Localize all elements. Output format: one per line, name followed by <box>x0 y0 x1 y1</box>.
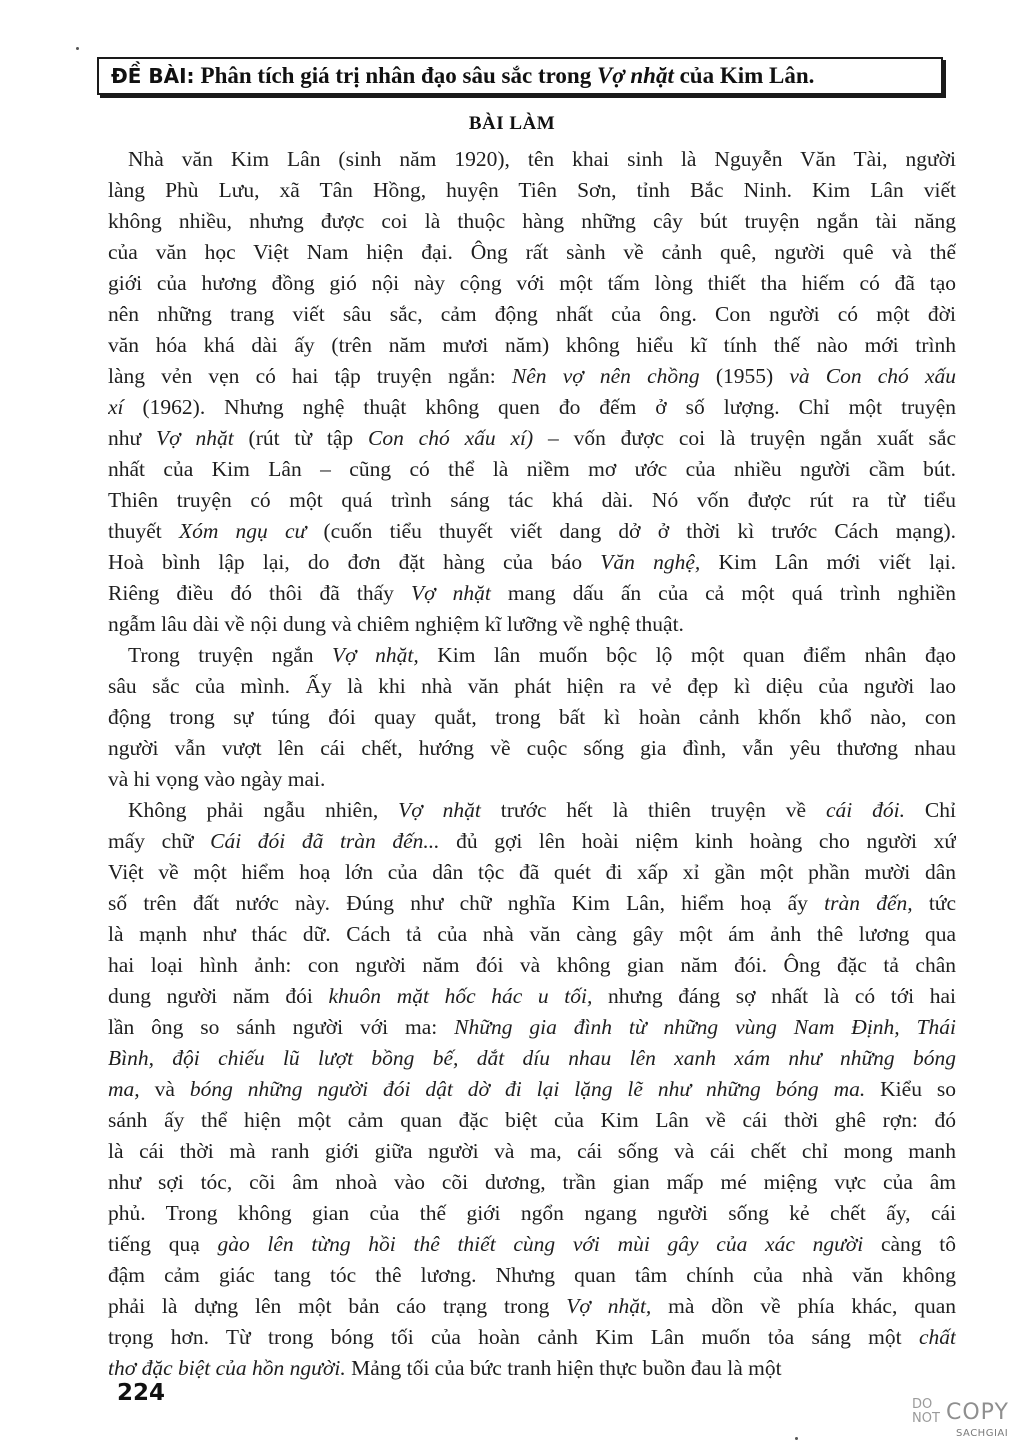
assignment-work-title: Vợ nhặt <box>596 63 674 88</box>
italic-text: cái đói. <box>825 798 905 822</box>
text-line <box>108 547 956 578</box>
text-run: thuyết <box>108 519 179 543</box>
text-run: Mảng tối của bức tranh hiện thực buồn đau là một <box>345 1356 782 1380</box>
text-run: mấy chữ <box>108 829 211 853</box>
assignment-text-before: Phân tích giá trị nhân đạo sâu sắc trong <box>200 63 592 88</box>
text-run: như <box>108 426 156 450</box>
text-run: mà dồn về phía khác, quan <box>651 1294 956 1318</box>
text-run: là mạnh như thác dữ. Cách tả của nhà văn càng gây một ám ảnh thê lương qua <box>108 922 956 946</box>
italic-text: Cái đói đã tràn đến... <box>210 829 440 853</box>
watermark <box>912 1398 1012 1442</box>
text-run: như sợi tóc, cõi âm nhoà vào cõi dương, trần gian mấp mé miệng vực của âm <box>108 1170 956 1194</box>
text-run: Chỉ <box>904 798 956 822</box>
text-line <box>108 764 956 795</box>
text-run: Nhà văn Kim Lân (sinh năm 1920), tên khai sinh là Nguyễn Văn Tài, người <box>128 147 956 171</box>
italic-text: khuôn mặt hốc hác u tối, <box>328 984 593 1008</box>
text-run: làng Phù Lưu, xã Tân Hồng, huyện Tiên Sơn, tỉnh Bắc Ninh. Kim Lân viết <box>108 178 956 202</box>
italic-text: Bình, đội chiếu lũ lượt bồng bế, dắt díu nhau lên xanh xám như những bóng <box>108 1046 956 1070</box>
text-line <box>108 175 956 206</box>
text-run: đủ gợi lên hoài niệm kinh hoàng cho người xứ <box>439 829 956 853</box>
text-line <box>108 919 956 950</box>
text-run: số trên đất nước này. Đúng như chữ nghĩa Kim Lân, hiểm hoạ ấy <box>108 891 825 915</box>
italic-text: tràn đến, <box>824 891 913 915</box>
text-run: nhưng đáng sợ nhất là có tới hai <box>592 984 956 1008</box>
text-line <box>108 206 956 237</box>
text-run: ngẫm lâu dài về nội dung và chiêm nghiệm kĩ lưỡng về nghệ thuật. <box>108 612 684 636</box>
essay-body <box>108 144 956 1384</box>
text-run: làng vẻn vẹn có hai tập truyện ngắn: <box>108 364 512 388</box>
text-line <box>108 1043 956 1074</box>
text-line <box>108 1074 956 1105</box>
text-run: (cuốn tiểu thuyết viết dang dở ở thời kì trước Cách mạng). <box>306 519 956 543</box>
italic-text: Vợ nhặt <box>410 581 491 605</box>
scan-speck <box>795 1437 798 1440</box>
text-run: giới của hương đồng gió nội này cộng với một tấm lòng thiết tha hiếm có đã tạo <box>108 271 956 295</box>
text-run: Không phải ngẫu nhiên, <box>128 798 399 822</box>
text-line <box>108 671 956 702</box>
text-run: lần ông so sánh người với ma: <box>108 1015 455 1039</box>
text-line <box>108 361 956 392</box>
italic-text: Những gia đình từ những vùng Nam Định, Thái <box>454 1015 956 1039</box>
text-line <box>108 485 956 516</box>
text-run: Thiên truyện có một quá trình sáng tác khá dài. Nó vốn được rút ra từ tiểu <box>108 488 956 512</box>
text-line <box>108 888 956 919</box>
italic-text: Con chó xấu xí) <box>368 426 534 450</box>
italic-text: chất <box>918 1325 956 1349</box>
italic-text: Vợ nhặt <box>156 426 234 450</box>
scan-speck <box>76 47 79 50</box>
italic-text: Vợ nhặt, <box>332 643 419 667</box>
text-run: hai loại hình ảnh: con người năm đói và không gian năm đói. Ông đặc tả chân <box>108 953 956 977</box>
text-line <box>108 454 956 485</box>
text-run: mang dấu ấn của cả một quá trình nghiền <box>490 581 956 605</box>
text-line <box>108 950 956 981</box>
text-line <box>108 640 956 671</box>
text-line <box>108 981 956 1012</box>
text-run: động trong sự túng đói quay quắt, trong bất kì hoàn cảnh khốn khổ nào, con <box>108 705 956 729</box>
text-run: dung người năm đói <box>108 984 329 1008</box>
text-line <box>108 826 956 857</box>
page-number: 224 <box>117 1380 166 1406</box>
assignment-text-after: của Kim Lân. <box>679 63 815 88</box>
watermark-do: DO <box>912 1397 933 1412</box>
text-run: Việt về một hiểm hoạ lớn của dân tộc đã quét đi xấp xỉ gần một phần mười dân <box>108 860 956 884</box>
text-line <box>108 144 956 175</box>
text-run: trước hết là thiên truyện về <box>480 798 826 822</box>
text-line <box>108 392 956 423</box>
text-line <box>108 702 956 733</box>
text-run: nên những trang viết sâu sắc, cảm động nhất của ông. Con người có một đời <box>108 302 956 326</box>
text-line <box>108 299 956 330</box>
text-run: sâu sắc của mình. Ấy là khi nhà văn phát hiện ra vẻ đẹp kì diệu của người lao <box>108 674 956 698</box>
text-line <box>108 857 956 888</box>
italic-text: thơ đặc biệt của hồn người. <box>108 1356 346 1380</box>
text-run: không nhiều, nhưng được coi là thuộc hàng những cây bút truyện ngắn tài năng <box>108 209 956 233</box>
text-run: (1955) <box>699 364 790 388</box>
paragraph <box>108 795 956 1384</box>
text-line <box>108 1167 956 1198</box>
text-run: Riêng điều đó thôi đã thấy <box>108 581 411 605</box>
text-run: nhất của Kim Lân – cũng có thể là niềm mơ ước của nhiều người cầm bút. <box>108 457 956 481</box>
italic-text: bóng những người đói dật dờ đi lại lặng lẽ như những bóng ma. <box>189 1077 866 1101</box>
text-line <box>108 795 956 826</box>
italic-text: ma, <box>108 1077 140 1101</box>
text-run: là cái thời mà ranh giới giữa người và ma, cái sống và cái chết chỉ mong manh <box>108 1139 956 1163</box>
text-run: Kim lân muốn bộc lộ một quan điểm nhân đạo <box>418 643 956 667</box>
text-run: Kiểu so <box>865 1077 956 1101</box>
text-line <box>108 330 956 361</box>
text-run: và hi vọng vào ngày mai. <box>108 767 326 791</box>
paragraph <box>108 640 956 795</box>
assignment-label: ĐỀ BÀI: <box>111 64 195 88</box>
watermark-copy: COPY <box>946 1400 1009 1425</box>
text-line <box>108 733 956 764</box>
text-run: và <box>139 1077 190 1101</box>
assignment-title-box <box>97 57 943 95</box>
text-run: phải là dựng lên một bản cáo trạng trong <box>108 1294 567 1318</box>
text-run: tiếng quạ <box>108 1232 218 1256</box>
italic-text: xí <box>108 395 124 419</box>
italic-text: Nên vợ nên chồng <box>511 364 700 388</box>
text-line <box>108 1229 956 1260</box>
text-line <box>108 1198 956 1229</box>
text-line <box>108 423 956 454</box>
paragraph <box>108 144 956 640</box>
text-run: người vẫn vượt lên cái chết, hướng về cuộc sống gia đình, vẫn yêu thương nhau <box>108 736 956 760</box>
italic-text: Vợ nhặt <box>398 798 481 822</box>
text-run: của văn học Việt Nam hiện đại. Ông rất sành về cảnh quê, người quê và thế <box>108 240 956 264</box>
italic-text: gào lên từng hồi thê thiết cùng với mùi gây của xác người <box>217 1232 864 1256</box>
text-run: sánh ấy thể hiện một cảm quan đặc biệt của Kim Lân về cái thời ghê rợn: đó <box>108 1108 956 1132</box>
text-line <box>108 268 956 299</box>
text-run: Trong truyện ngắn <box>128 643 332 667</box>
watermark-site: SACHGIAI <box>956 1428 1009 1439</box>
text-line <box>108 516 956 547</box>
italic-text: và Con chó xấu <box>789 364 956 388</box>
text-run: – vốn được coi là truyện ngắn xuất sắc <box>533 426 956 450</box>
text-run: phủ. Trong không gian của thế giới ngổn ngang người sống kẻ chết ấy, cái <box>108 1201 956 1225</box>
text-run: Hoà bình lập lại, do đơn đặt hàng của báo <box>108 550 601 574</box>
italic-text: Xóm ngụ cư <box>178 519 307 543</box>
text-line <box>108 1136 956 1167</box>
italic-text: Văn nghệ, <box>600 550 701 574</box>
text-run: đậm cảm giác tang tóc thê lương. Nhưng quan tâm chính của nhà văn không <box>108 1263 956 1287</box>
text-run: trọng hơn. Từ trong bóng tối của hoàn cảnh Kim Lân muốn tỏa sáng một <box>108 1325 919 1349</box>
text-run: càng tô <box>863 1232 956 1256</box>
italic-text: Vợ nhặt, <box>566 1294 652 1318</box>
text-run: (1962). Nhưng nghệ thuật không quen đo đếm ở số lượng. Chỉ một truyện <box>123 395 956 419</box>
text-line <box>108 237 956 268</box>
text-line <box>108 1260 956 1291</box>
text-run: Kim Lân mới viết lại. <box>700 550 956 574</box>
watermark-not: NOT <box>912 1411 940 1426</box>
text-line <box>108 1105 956 1136</box>
text-line <box>108 1291 956 1322</box>
text-line <box>108 578 956 609</box>
text-line <box>108 609 956 640</box>
text-line <box>108 1322 956 1353</box>
text-run: văn hóa khá dài ấy (trên năm mươi năm) không hiểu kĩ tính thế nào mới trình <box>108 333 956 357</box>
essay-heading: BÀI LÀM <box>468 113 556 134</box>
text-line <box>108 1012 956 1043</box>
text-line <box>108 1353 956 1384</box>
text-run: tức <box>912 891 956 915</box>
text-run: (rút từ tập <box>233 426 368 450</box>
